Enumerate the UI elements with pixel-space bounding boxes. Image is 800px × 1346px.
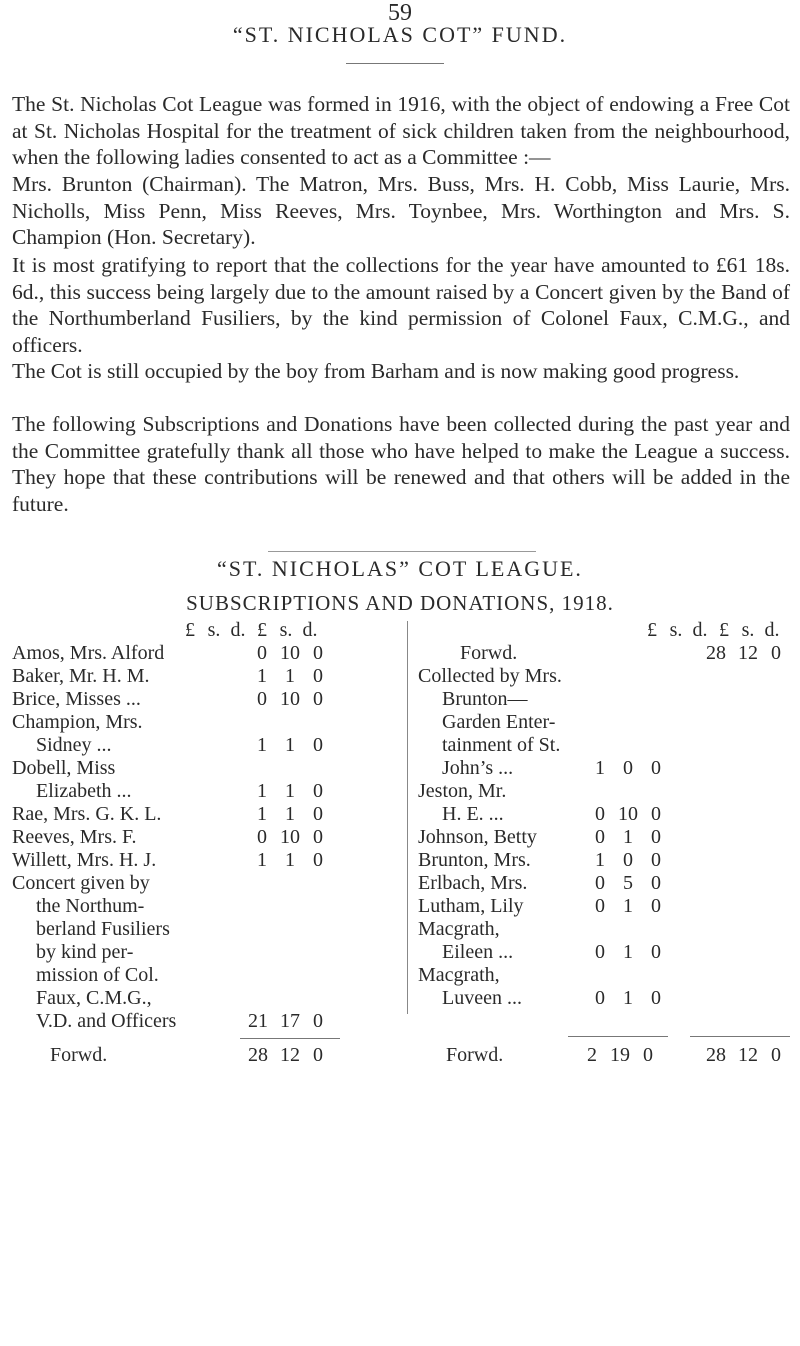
amount-pounds: 28 xyxy=(706,1044,726,1066)
amount-pounds: 0 xyxy=(595,941,605,963)
subscriber-name: Baker, Mr. H. M. xyxy=(12,665,150,687)
donation-amount xyxy=(588,987,668,1010)
donor-name: Brunton— xyxy=(442,688,528,710)
subscriber-name: Concert given by xyxy=(12,872,150,894)
amount-pence: 0 xyxy=(313,665,323,687)
right-subtotal xyxy=(580,1044,660,1067)
donor-name: tainment of St. xyxy=(442,734,561,756)
intro-paragraph-league-formed: The St. Nicholas Cot League was formed in 1916, with the object of endowing a Free Cot at St. Nicholas Hospital for the treatment of sick children taken from the neighbourhood, when the following ladies consented to act as a Committee :— xyxy=(12,92,790,169)
amount-pence: 0 xyxy=(651,941,661,963)
amount-pence: 0 xyxy=(651,849,661,871)
subscriber-name: Amos, Mrs. Alford xyxy=(12,642,165,664)
subscriber-name: V.D. and Officers xyxy=(36,1010,177,1032)
amount-shillings: 1 xyxy=(285,734,295,756)
right-bottom-forward-label: Forwd. xyxy=(446,1044,504,1066)
amount-pounds: 2 xyxy=(587,1044,597,1066)
amount-shillings: 19 xyxy=(610,1044,630,1066)
intro-paragraph-subscriptions: The following Subscriptions and Donations have been collected during the past year and the Committee gratefully thank all those who have helped to make the League a success. They hope that these contributions will be renewed and that others will be added in the future. xyxy=(12,412,790,516)
right-forward-amount xyxy=(700,642,788,665)
subscription-amount xyxy=(250,734,330,757)
amount-pence: 0 xyxy=(313,1044,323,1066)
donor-name: Collected by Mrs. xyxy=(418,665,562,687)
amount-pounds: 0 xyxy=(257,826,267,848)
amount-pounds: 0 xyxy=(257,688,267,710)
amount-pence: 0 xyxy=(651,757,661,779)
amount-pounds: 0 xyxy=(595,826,605,848)
pence-header: d. xyxy=(302,619,318,641)
pence-header: d. xyxy=(692,619,708,641)
section-rule xyxy=(268,551,536,552)
subscription-amount xyxy=(250,688,330,711)
donor-name: H. E. ... xyxy=(442,803,504,825)
amount-pence: 0 xyxy=(643,1044,653,1066)
donation-amount xyxy=(588,895,668,918)
subscriber-name: Brice, Misses ... xyxy=(12,688,141,710)
amount-pounds: 1 xyxy=(595,757,605,779)
amount-shillings: 1 xyxy=(285,780,295,802)
amount-shillings: 17 xyxy=(280,1010,300,1032)
left-sum-line xyxy=(240,1038,340,1039)
donor-name: Johnson, Betty xyxy=(418,826,537,848)
donor-name: Erlbach, Mrs. xyxy=(418,872,528,894)
amount-shillings: 12 xyxy=(280,1044,300,1066)
amount-pounds: 1 xyxy=(595,849,605,871)
subscriber-name: Reeves, Mrs. F. xyxy=(12,826,137,848)
amount-shillings: 1 xyxy=(623,895,633,917)
right-total xyxy=(700,1044,788,1067)
subscription-amount xyxy=(250,780,330,803)
amount-pence: 0 xyxy=(651,826,661,848)
subscriber-name: Dobell, Miss xyxy=(12,757,116,779)
amount-pounds: 21 xyxy=(248,1010,268,1032)
amount-pence: 0 xyxy=(313,1010,323,1032)
left-forward-label: Forwd. xyxy=(50,1044,108,1066)
shilling-header: s. xyxy=(207,619,221,641)
amount-pence: 0 xyxy=(313,803,323,825)
donor-name: Brunton, Mrs. xyxy=(418,849,531,871)
donor-name: Garden Enter- xyxy=(442,711,556,733)
amount-pounds: 28 xyxy=(706,642,726,664)
amount-pence: 0 xyxy=(313,780,323,802)
subscription-amount xyxy=(250,642,330,665)
pence-header: d. xyxy=(764,619,780,641)
amount-pence: 0 xyxy=(313,826,323,848)
amount-pence: 0 xyxy=(651,895,661,917)
subscriptions-title: SUBSCRIPTIONS AND DONATIONS, 1918. xyxy=(186,591,614,615)
subscription-amount xyxy=(250,826,330,849)
subscription-amount xyxy=(250,803,330,826)
amount-pence: 0 xyxy=(313,849,323,871)
league-title: “ST. NICHOLAS” COT LEAGUE. xyxy=(217,556,583,581)
shilling-header: s. xyxy=(279,619,293,641)
subscriber-name: berland Fusiliers xyxy=(36,918,170,940)
pound-header: £ xyxy=(647,619,657,641)
amount-shillings: 1 xyxy=(623,987,633,1009)
amount-pounds: 0 xyxy=(595,872,605,894)
amount-shillings: 5 xyxy=(623,872,633,894)
subscriber-name: mission of Col. xyxy=(36,964,159,986)
title-rule xyxy=(346,63,444,64)
amount-pence: 0 xyxy=(771,1044,781,1066)
amount-shillings: 1 xyxy=(285,803,295,825)
subscriber-name: by kind per- xyxy=(36,941,134,963)
amount-pounds: 1 xyxy=(257,780,267,802)
amount-pounds: 1 xyxy=(257,849,267,871)
amount-shillings: 10 xyxy=(280,642,300,664)
subscriber-name: Rae, Mrs. G. K. L. xyxy=(12,803,162,825)
amount-shillings: 1 xyxy=(285,665,295,687)
shilling-header: s. xyxy=(669,619,683,641)
donation-amount xyxy=(588,803,668,826)
amount-pounds: 1 xyxy=(257,734,267,756)
amount-pence: 0 xyxy=(651,803,661,825)
amount-shillings: 10 xyxy=(280,688,300,710)
pound-header: £ xyxy=(185,619,195,641)
donation-amount xyxy=(588,757,668,780)
intro-paragraph-committee: Mrs. Brunton (Chairman). The Matron, Mrs. Buss, Mrs. H. Cobb, Miss Laurie, Mrs. Nicholls, Miss Penn, Miss Reeves, Mrs. Toynbee, Mrs. Worthington and Mrs. S. Champion (Hon. Secretary). xyxy=(12,172,790,249)
subscriber-name: Faux, C.M.G., xyxy=(36,987,152,1009)
amount-shillings: 10 xyxy=(280,826,300,848)
donor-name: Macgrath, xyxy=(418,918,500,940)
left-forward-total xyxy=(242,1044,330,1067)
amount-shillings: 1 xyxy=(623,826,633,848)
donor-name: Eileen ... xyxy=(442,941,514,963)
amount-shillings: 0 xyxy=(623,757,633,779)
amount-pounds: 1 xyxy=(257,803,267,825)
amount-pence: 0 xyxy=(771,642,781,664)
column-divider xyxy=(407,621,408,1014)
donor-name: Luveen ... xyxy=(442,987,522,1009)
amount-pence: 0 xyxy=(651,872,661,894)
intro-paragraph-cot-occupied: The Cot is still occupied by the boy from Barham and is now making good progress. xyxy=(12,359,740,383)
amount-shillings: 12 xyxy=(738,642,758,664)
amount-shillings: 1 xyxy=(623,941,633,963)
amount-pence: 0 xyxy=(313,734,323,756)
amount-shillings: 12 xyxy=(738,1044,758,1066)
amount-pounds: 0 xyxy=(257,642,267,664)
donation-amount xyxy=(588,872,668,895)
subscriber-name: Champion, Mrs. xyxy=(12,711,143,733)
subscriber-name: Sidney ... xyxy=(36,734,112,756)
subscriber-name: Elizabeth ... xyxy=(36,780,132,802)
pence-header: d. xyxy=(230,619,246,641)
subscriber-name: Willett, Mrs. H. J. xyxy=(12,849,157,871)
subscriber-name: the Northum- xyxy=(36,895,145,917)
amount-pounds: 0 xyxy=(595,895,605,917)
amount-shillings: 0 xyxy=(623,849,633,871)
amount-shillings: 1 xyxy=(285,849,295,871)
subscription-amount xyxy=(250,849,330,872)
amount-pounds: 0 xyxy=(595,987,605,1009)
page-number: 59 xyxy=(388,0,412,26)
right-forward-label: Forwd. xyxy=(460,642,518,664)
concert-amount xyxy=(242,1010,330,1033)
amount-pounds: 28 xyxy=(248,1044,268,1066)
intro-paragraph-collections: It is most gratifying to report that the collections for the year have amounted to £61 18s. 6d., this success being largely due to the amount raised by a Concert given by the Band of the Northumberland Fusiliers, by the kind permission of Colonel Faux, C.M.G., and officers. xyxy=(12,253,790,357)
fund-title: “ST. NICHOLAS COT” FUND. xyxy=(232,22,568,47)
subscription-amount xyxy=(250,665,330,688)
donation-amount xyxy=(588,941,668,964)
right-subtotal-line xyxy=(568,1036,668,1037)
donation-amount xyxy=(588,849,668,872)
amount-pence: 0 xyxy=(651,987,661,1009)
right-total-line xyxy=(690,1036,790,1037)
donor-name: John’s ... xyxy=(442,757,514,779)
shilling-header: s. xyxy=(741,619,755,641)
donation-amount xyxy=(588,826,668,849)
amount-pounds: 0 xyxy=(595,803,605,825)
amount-pence: 0 xyxy=(313,642,323,664)
donor-name: Jeston, Mr. xyxy=(418,780,507,802)
amount-pounds: 1 xyxy=(257,665,267,687)
left-currency-header xyxy=(178,619,322,642)
amount-pence: 0 xyxy=(313,688,323,710)
amount-shillings: 10 xyxy=(618,803,638,825)
pound-header: £ xyxy=(257,619,267,641)
donor-name: Lutham, Lily xyxy=(418,895,524,917)
right-currency-header xyxy=(640,619,784,642)
donor-name: Macgrath, xyxy=(418,964,500,986)
pound-header: £ xyxy=(719,619,729,641)
